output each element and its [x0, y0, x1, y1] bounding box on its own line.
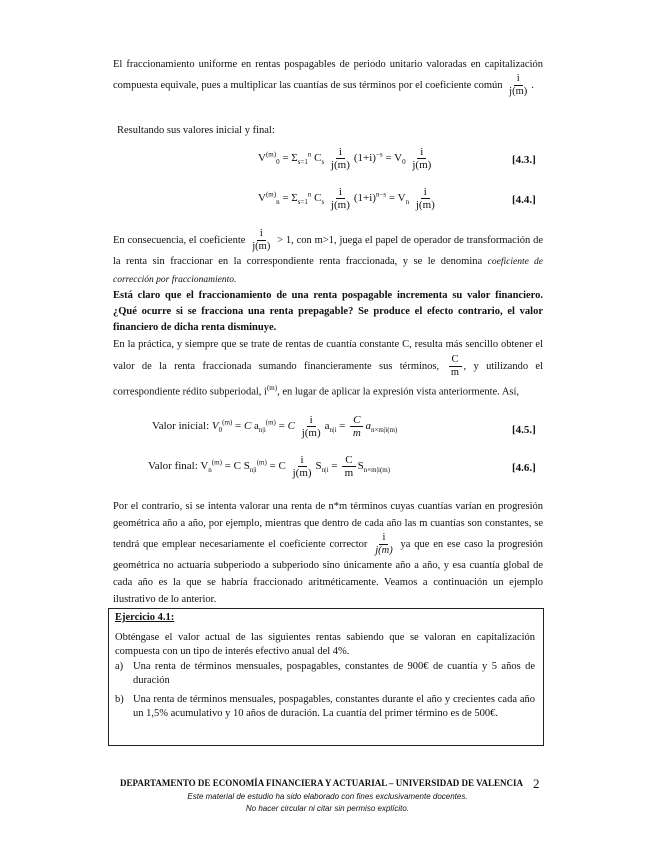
exercise-item-b: b) Una renta de términos mensuales, pospagables, constantes durante el año y crecientes cada año un 1,5% acumulativo y 10 años de duración. La cuantía del primer término es de 500€. — [115, 694, 535, 719]
footer-note: Este material de estudio ha sido elaborado con fines exclusivamente docentes. — [187, 792, 468, 801]
result-paragraph: Resultando sus valores inicial y final: — [117, 125, 275, 136]
equation-label: [4.5.] — [512, 424, 536, 436]
page-number: 2 — [533, 776, 540, 791]
contrary-paragraph: Por el contrario, si se intenta valorar una renta de n*m términos cuyas cuantías varían en progresión geométrica año a año, por ejemplo, mientras que dentro de cada año las m cuantías son constantes, se tendrá que emplear necesariamente el coeficiente corrector $\frac{i}{j(m)}$ ya que en ese caso la progresión geométrica no actuaría subperiodo a subperiodo sino únicamente año a año, y esa cuantía global de cada año es la que se habría fraccionado aritméticamente. Veamos a continuación un ejemplo ilustrativo de lo anterior. — [113, 501, 544, 605]
consequence-paragraph: En consecuencia, el coeficiente $\frac{i}{j(m)}$ > 1, con m>1, juega el papel de operador de transformación de la renta sin fraccionar en la correspondiente renta fraccionada, y se le denomina coeficiente de corrección por fraccionamiento. — [113, 228, 544, 285]
exercise-box — [108, 608, 544, 746]
exercise-intro: Obténgase el valor actual de las siguientes rentas sabiendo que se valoran en capitalización compuesta con un tipo de interés efectivo anual del 4%. — [115, 632, 535, 657]
exercise-title: Ejercicio 4.1: — [115, 612, 175, 623]
bold-paragraph: Está claro que el fraccionamiento de una renta pospagable incrementa su valor financiero. ¿Qué ocurre si se fracciona una renta prepagable? Se produce el efecto contrario, el valor financiero de dicha renta disminuye. — [113, 290, 543, 333]
exercise-item-a: a) Una renta de términos mensuales, pospagables, constantes de 900€ de cuantía y 5 años de duración — [115, 661, 535, 686]
practice-paragraph: En la práctica, y siempre que se trate de rentas de cuantía constante C, resulta más sencillo obtener el valor de la renta fraccionada sumando financieramente sus términos, $\frac{C}{m}$ , y utilizando el correspondiente rédito subperiodal, $i^{(m)}$, en lugar de aplicar la expresión vista anteriormente. Así, — [113, 339, 544, 398]
equation-label: [4.4.] — [512, 194, 536, 206]
footer-department: DEPARTAMENTO DE ECONOMÍA FINANCIERA Y ACTUARIAL – UNIVERSIDAD DE VALENCIA — [120, 778, 523, 788]
equation-label: [4.3.] — [512, 154, 536, 166]
coefficient-fraction: $\frac{i}{j(m)}$ — [509, 73, 528, 97]
equation-4-6: Valor final: $V_n^{(m)} = C$ $S_{n|i}^{(m)} = C$ $\frac{i}{j(m)}$ $S_{n|i}$ = $\frac{C}{m}$ $S_{n\times m|i(m)}$ — [148, 454, 391, 479]
equation-label: [4.6.] — [512, 462, 536, 474]
equation-4-3: $V^{(m)}_0 = \Sigma_{s=1}^n$ $C_s$ $\frac{i}{j(m)}$ $(1+i)^{-s} = V_0$ $\frac{i}{j(m)}$ — [258, 146, 432, 171]
intro-paragraph: El fraccionamiento uniforme en rentas pospagables de periodo unitario valoradas en capitalización compuesta equivale, pues a multiplicar las cuantías de sus términos por el coeficiente común $\frac{i}{j(m)}$ . — [113, 59, 543, 97]
equation-4-4: $V^{(m)}_n = \Sigma_{s=1}^n$ $C_s$ $\frac{i}{j(m)}$ $(1+i)^{n-s} = V_n$ $\frac{i}{j(m)}$ — [258, 186, 435, 211]
equation-4-5: Valor inicial: $V_0^{(m)} = C$ $a_{n|i}^{(m)} = C$ $\frac{i}{j(m)}$ $a_{n|i}$ = $\frac{C}{m}$ $a_{n\times m|i(m)}$ — [152, 414, 398, 439]
footer-note: No hacer circular ni citar sin permiso explícito. — [245, 804, 410, 813]
